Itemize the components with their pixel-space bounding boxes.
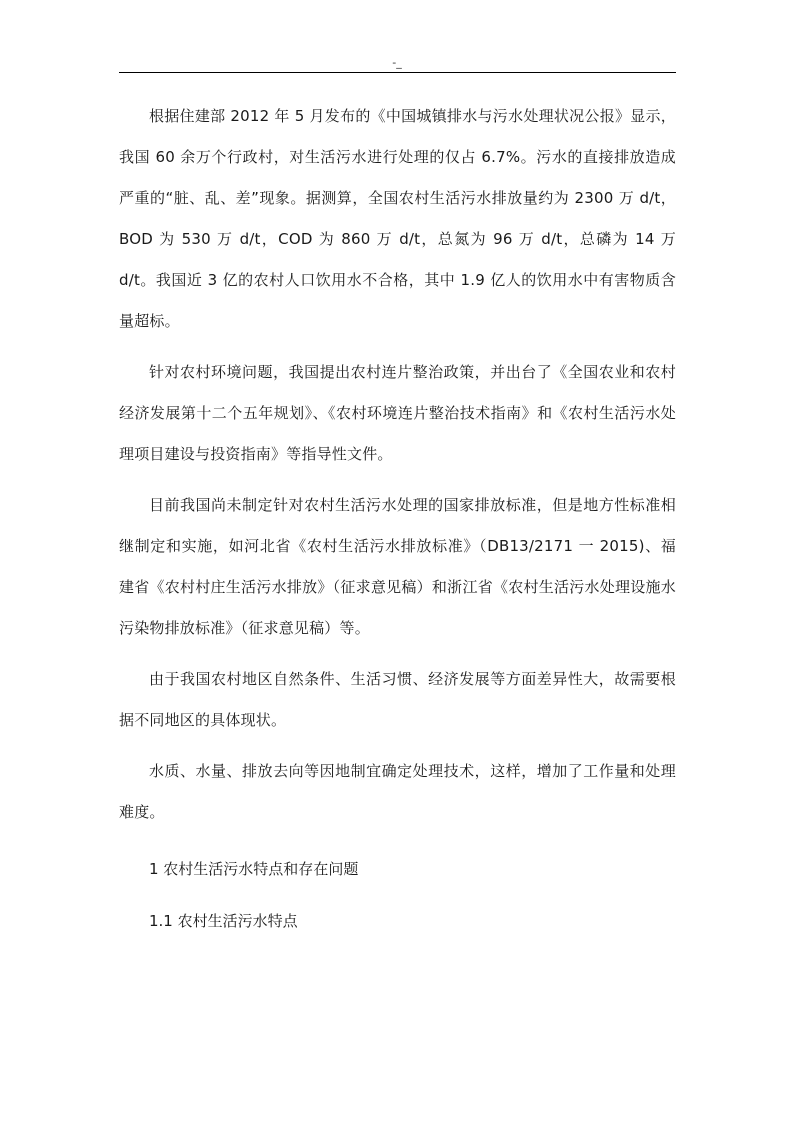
header-divider bbox=[119, 72, 676, 73]
section-heading-1: 1 农村生活污水特点和存在问题 bbox=[149, 860, 359, 878]
document-body bbox=[119, 96, 676, 947]
paragraph-treatment-difficulty: 水质、水量、排放去向等因地制宜确定处理技术，这样，增加了工作量和处理难度。 bbox=[119, 762, 676, 821]
paragraph-policy: 针对农村环境问题，我国提出农村连片整治政策，并出台了《全国农业和农村经济发展第十二个五年规划》、《农村环境连片整治技术指南》和《农村生活污水处理项目建设与投资指南》等指导性文件。 bbox=[119, 363, 676, 463]
section-heading-1-1: 1.1 农村生活污水特点 bbox=[149, 912, 298, 930]
paragraph-local-standards: 目前我国尚未制定针对农村生活污水处理的国家排放标准，但是地方性标准相继制定和实施，如河北省《农村生活污水排放标准》（DB13/2171 一 2015)、福建省《农村村庄生活污水排放》（征求意见稿）和浙江省《农村生活污水处理设施水污染物排放标准》（征求意见稿）等。 bbox=[119, 496, 676, 637]
paragraph-sewage-status: 根据住建部 2012 年 5 月发布的《中国城镇排水与污水处理状况公报》显示，我国 60 余万个行政村，对生活污水进行处理的仅占 6.7%。污水的直接排放造成严重的“脏、乱、差”现象。据测算，全国农村生活污水排放量约为 2300 万 d/t，BOD 为 530 万 d/t，COD 为 860 万 d/t，总氮为 96 万 d/t，总磷为 14 万 d/t。我国近 3 亿的农村人口饮用水不合格，其中 1.9 亿人的饮用水中有害物质含量超标。 bbox=[119, 107, 676, 330]
page-header-mark: -_ bbox=[392, 56, 402, 69]
paragraph-regional-differences: 由于我国农村地区自然条件、生活习惯、经济发展等方面差异性大，故需要根据不同地区的具体现状。 bbox=[119, 670, 676, 729]
